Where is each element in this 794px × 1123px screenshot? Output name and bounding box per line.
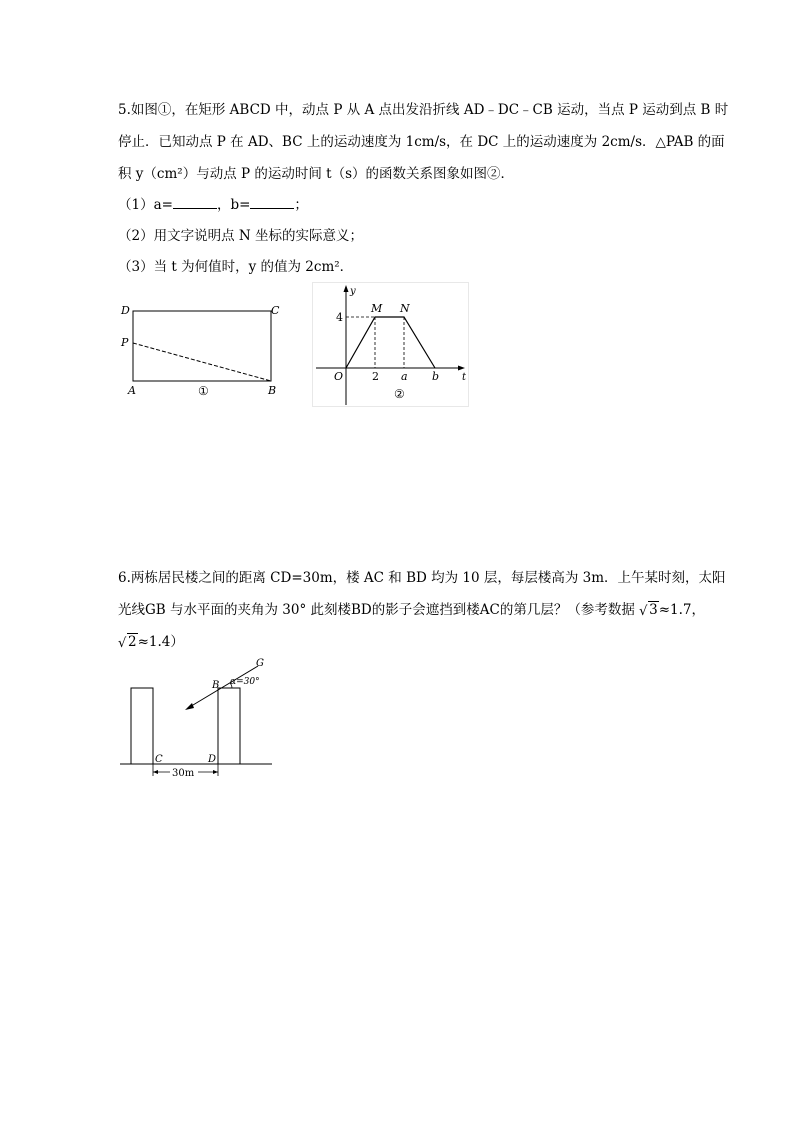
y-axis-arrow-icon [344,285,349,292]
tick-label-2: 2 [372,370,379,383]
sqrt3-expression [639,600,659,620]
q5-part-3: （3）当 t 为何值时，y 的值为 2cm²． [118,259,354,275]
point-label-m: M [371,302,383,315]
q5-part-1-mid: ，b= [216,197,251,213]
graph-frame [313,283,469,407]
answer-blank-b [250,196,294,209]
tick-label-4: 4 [336,311,343,324]
rectangle-abcd [133,311,271,381]
sqrt3-radicand: 3 [649,602,658,618]
label-b: B [212,680,220,691]
label-a: A [128,384,136,397]
q5-figure-graph [312,282,470,408]
label-d: D [208,754,217,765]
sqrt2-expression [118,632,138,652]
answer-blank-a [173,196,217,209]
q5-figure-rectangle [118,296,286,400]
sqrt2-approx: ≈1.4） [137,634,184,650]
q6-figure-buildings [118,656,276,780]
axis-label-y: y [350,286,356,297]
origin-label: O [334,370,344,383]
tick-label-b: b [432,370,440,383]
q5-part-1-end: ； [294,197,308,213]
label-c: C [155,754,163,765]
building-bd [218,688,240,764]
q6-line-3 [118,632,184,652]
segment-pb [133,343,271,381]
sun-ray-arrow-icon [185,703,194,710]
q6-line-1: 6.两栋居民楼之间的距离 CD=30m，楼 AC 和 BD 均为 10 层，每层楼高为 3m．上午某时刻，太阳 [118,570,726,586]
axis-label-t: t [462,372,467,383]
t-axis-arrow-icon [458,366,465,371]
sun-ray-gb [188,666,258,708]
radical-sign-icon: √ [639,604,648,619]
label-p: P [121,336,129,349]
tick-label-a: a [401,370,408,383]
q5-part-2: （2）用文字说明点 N 坐标的实际意义； [118,228,363,244]
label-b: B [268,384,277,397]
point-label-n: N [400,302,410,315]
label-d: D [121,304,130,317]
distance-label: 30m [172,768,195,779]
angle-label: α=30° [230,677,260,687]
q5-part-1-prefix: （1）a= [118,197,173,213]
label-g: G [256,658,264,669]
sqrt3-approx: ≈1.7， [658,602,705,618]
q5-line-3: 积 y（cm²）与动点 P 的运动时间 t（s）的函数关系图象如图②． [118,166,515,182]
dim-arrow-left-icon [153,770,158,774]
q6-line-2-text: 光线GB 与水平面的夹角为 30° 此刻楼BD的影子会遮挡到楼AC的第几层？（参考数据 [118,602,640,618]
radical-sign-icon: √ [118,636,127,651]
function-graph-line [346,317,435,368]
q6-line-2 [118,600,705,620]
building-ac [131,688,153,764]
q5-line-1: 5.如图①，在矩形 ABCD 中，动点 P 从 A 点出发沿折线 AD﹣DC﹣CB 运动，当点 P 运动到点 B 时 [118,102,729,118]
figure-caption-1: ① [198,384,209,398]
label-c: C [271,304,280,317]
dim-arrow-right-icon [213,770,218,774]
q5-line-2: 停止．已知动点 P 在 AD、BC 上的运动速度为 1cm/s，在 DC 上的运动速度为 2cm/s．△PAB 的面 [118,134,725,150]
sqrt2-radicand: 2 [128,634,137,650]
q5-part-1 [118,195,308,215]
figure-caption-2: ② [394,387,405,401]
